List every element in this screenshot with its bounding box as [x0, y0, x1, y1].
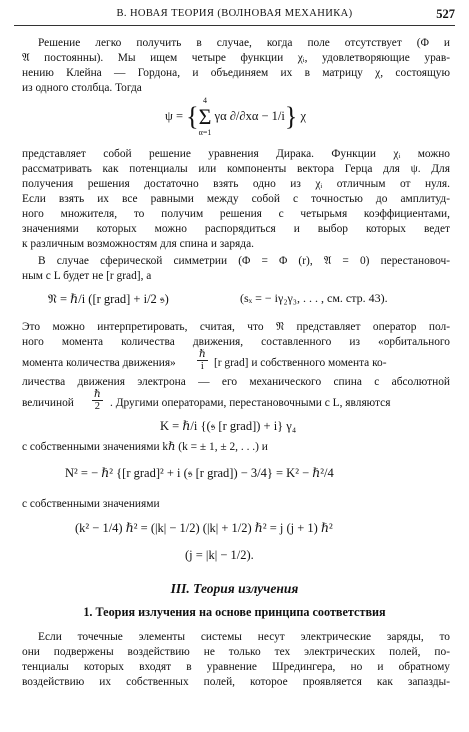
- equation-eigenvalues: [75, 520, 333, 536]
- equation-n: [48, 291, 169, 307]
- text-line: из одного столбца. Тогда: [22, 82, 142, 94]
- text-line: с собственными значениями: [22, 498, 160, 510]
- text-line: к различным возможностям для спина и заряда.: [22, 238, 254, 250]
- text-line: получения решения достаточно взять одно из χᵢ отличным от нуля.: [22, 178, 450, 190]
- eq-eig1: (k² − 1/4) ℏ² = (|k| − 1/2) (|k| + 1/2) ℏ² = j (j + 1) ℏ²: [75, 521, 333, 535]
- text-line: тенциалы которых входят в уравнение Шредингера, но и обратному: [22, 661, 450, 673]
- fraction-hbar-i: $\frac{\text{ℏ}}{i}$: [199, 349, 206, 372]
- equation-j: [185, 548, 254, 563]
- eq-n-lhs: 𝔑 = ℏ/i ([r grad] + i/2 𝔰): [48, 292, 169, 306]
- equation-k: [160, 418, 296, 434]
- header-title: В. НОВАЯ ТЕОРИЯ (ВОЛНОВАЯ МЕХАНИКА): [116, 8, 353, 19]
- equation-n-spin: [240, 291, 388, 306]
- text-line: ного момента количества движения, составленного из «орбитального: [22, 336, 450, 348]
- text-line: нению Клейна — Гордона, и объединяем их в матрицу χ, состоящую: [22, 67, 450, 79]
- section-title: III. Теория излучения: [170, 581, 299, 596]
- text-line: величиной: [22, 397, 74, 409]
- text-line: Если точечные элементы системы несут электрические заряды, то: [38, 631, 450, 643]
- subsection-title: 1. Теория излучения на основе принципа соответствия: [83, 605, 386, 619]
- text-line: значениями которых можно распорядиться и выбор которых ведет: [22, 223, 450, 235]
- eq-psi-rhs: χ: [300, 108, 307, 123]
- text-line: ного множителя, то получим решения с четырьмя коэффициентами,: [22, 208, 450, 220]
- text-line: с собственными значениями kℏ (k = ± 1, ± 2, . . .) и: [22, 441, 268, 453]
- fraction-hbar-2: $\frac{\text{ℏ}}{2}$: [94, 389, 101, 412]
- text-line: момента количества движения»: [22, 357, 176, 369]
- running-header: [0, 8, 469, 24]
- text-line: [r grad] и собственного момента ко-: [214, 357, 387, 369]
- equation-psi: ψ = { 4 Σ α=1 γα ∂/∂xα − 1/i} χ: [165, 96, 307, 137]
- text-line: В случае сферической симметрии (Φ = Φ (r), 𝔄 = 0) перестановоч-: [38, 255, 450, 267]
- eq-psi-term: γα ∂/∂xα − 1/i: [214, 108, 285, 123]
- text-line: Решение легко получить в случае, когда поле отсутствует (Φ и: [38, 37, 450, 49]
- text-line: личества движения электрона — его механического спина с абсолютной: [22, 376, 450, 388]
- eq-k: K = ℏ/i {(𝔰 [r grad]) + i} γ₄: [160, 419, 297, 433]
- text-line: . Другими операторами, перестановочными с L, являются: [110, 397, 391, 409]
- header-rule: [14, 25, 455, 26]
- equation-n-squared: [65, 465, 334, 481]
- text-line: рассматривать как потенциалы или компоненты вектора Герца для ψ. Для: [22, 163, 450, 175]
- text-line: представляет собой решение уравнения Дирака. Функции χᵢ можно: [22, 148, 450, 160]
- text-line: Это можно интерпретировать, считая, что 𝔑 представляет оператор пол-: [22, 321, 450, 333]
- eq-n2: N² = − ℏ² {[r grad]² + i (𝔰 [r grad]) − 3/4} = K² − ℏ²/4: [65, 466, 334, 480]
- text-line: 𝔄 постоянны). Мы ищем четыре функции χᵢ, удовлетворяющие урав-: [22, 52, 450, 64]
- text-line: воздействию их собственных полей, которое проявляется как запазды-: [22, 676, 450, 688]
- text-line: ным с L будет не [r grad], а: [22, 270, 152, 282]
- eq-n-rhs: (sₓ = − iγ₂γ₃, . . . , см. стр. 43).: [240, 291, 388, 305]
- sum-symbol: 4 Σ α=1: [198, 96, 212, 137]
- eq-psi-lhs: ψ =: [165, 108, 187, 123]
- eq-eig2: (j = |k| − 1/2).: [185, 548, 254, 562]
- page-number: 527: [436, 7, 455, 21]
- text-line: они подвержены воздействию не только тех электрических полей, по-: [22, 646, 450, 658]
- text-line: Если взять их все равными между собой с точностью до амплитуд-: [22, 193, 450, 205]
